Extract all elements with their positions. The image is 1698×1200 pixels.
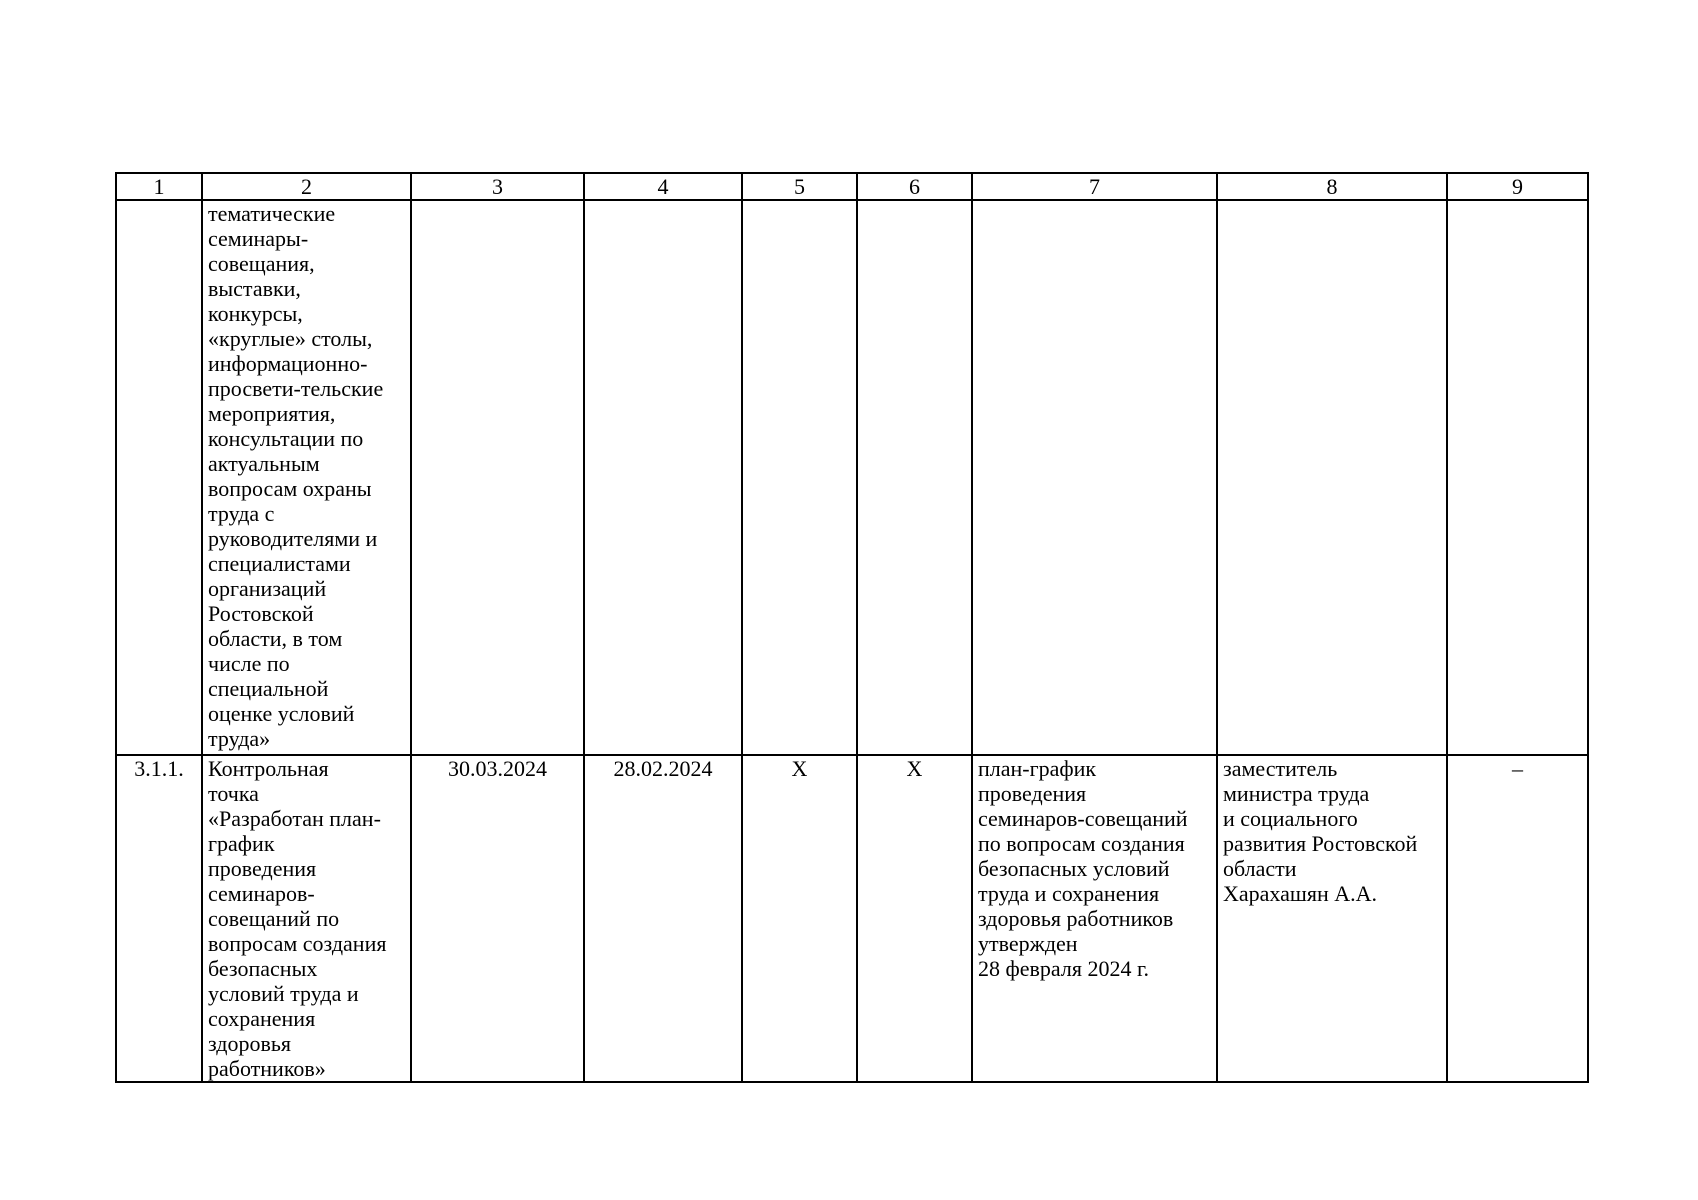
result-text: план-график проведения семинаров-совещаний по вопросам создания безопасных условий труда и сохранения здоровья работников утвержден 28 февраля 2024 г. (978, 756, 1188, 981)
responsible-person: заместитель министра труда и социального развития Ростовской области Харахашян А.А. (1223, 756, 1418, 906)
column-number-9: 9 (1447, 173, 1588, 200)
cell-col6 (857, 200, 972, 755)
cell-col5 (742, 200, 857, 755)
cell-col9 (1447, 755, 1588, 1082)
column-number-3: 3 (411, 173, 584, 200)
cell-col7 (972, 200, 1217, 755)
column-number-5: 5 (742, 173, 857, 200)
cell-col9 (1447, 200, 1588, 755)
column-number-2: 2 (202, 173, 411, 200)
row-number-cell (116, 755, 202, 1082)
event-name: Контрольная точка «Разработан план- график проведения семинаров- совещаний по вопросам создания безопасных условий труда и сохранения здоровья работников» (208, 756, 387, 1081)
cell-col5-text: Х (791, 756, 808, 781)
event-name-cell (202, 200, 411, 755)
column-number-7: 7 (972, 173, 1217, 200)
cell-col6 (857, 755, 972, 1082)
planned-date: 30.03.2024 (448, 756, 547, 781)
planned-date-cell (411, 755, 584, 1082)
cell-col3 (411, 200, 584, 755)
table-row (116, 200, 1588, 755)
cell-col9-text: – (1512, 756, 1523, 781)
table-row (116, 755, 1588, 1082)
event-name-cell (202, 755, 411, 1082)
event-name: тематические семинары- совещания, выставки, конкурсы, «круглые» столы, информационно- просвети-тельские мероприятия, консультации по актуальным вопросам охраны труда с руководителями и специалистами организаций Ростовской области, в том числе по специальной оценке условий труда» (208, 201, 384, 751)
actual-date-cell (584, 755, 742, 1082)
cell-col5 (742, 755, 857, 1082)
column-number-4: 4 (584, 173, 742, 200)
cell-col8 (1217, 200, 1447, 755)
row-number-cell (116, 200, 202, 755)
cell-col6-text: Х (906, 756, 923, 781)
actual-date: 28.02.2024 (613, 756, 713, 781)
result-cell (972, 755, 1217, 1082)
cell-col4 (584, 200, 742, 755)
row-number: 3.1.1. (134, 756, 184, 781)
column-number-1: 1 (116, 173, 202, 200)
plan-table (115, 172, 1589, 1083)
column-number-row (116, 173, 1588, 200)
column-number-6: 6 (857, 173, 972, 200)
column-number-8: 8 (1217, 173, 1447, 200)
responsible-cell (1217, 755, 1447, 1082)
